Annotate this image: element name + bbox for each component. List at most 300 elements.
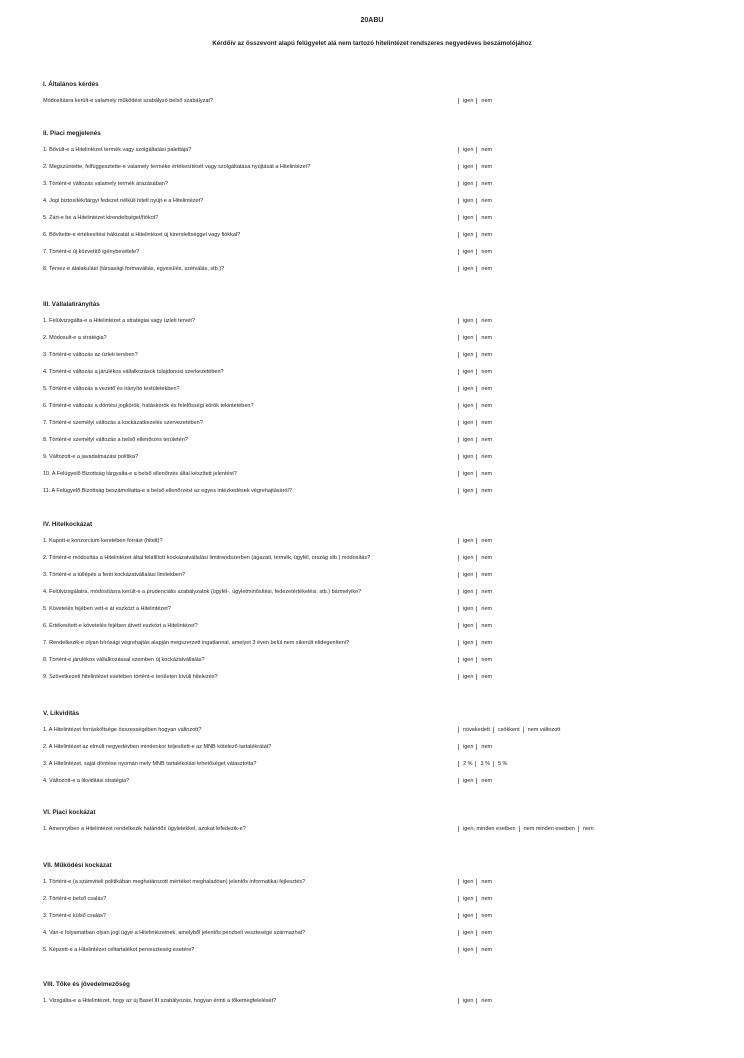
answer-options bbox=[455, 249, 492, 255]
answer-options bbox=[455, 420, 492, 426]
answer-option-label: nem minden esetben bbox=[523, 826, 575, 832]
answer-option-label: 5 % bbox=[497, 761, 508, 767]
answer-option[interactable] bbox=[455, 266, 473, 272]
question-text: 2. A Hitelintézet az elmúlt negyedévben mindenkor teljesített-e az MNB kötelező tartalékrátát? bbox=[43, 744, 272, 750]
option-separator bbox=[458, 266, 459, 272]
option-separator bbox=[458, 826, 459, 832]
answer-options bbox=[455, 147, 492, 153]
option-separator bbox=[476, 335, 477, 341]
answer-option[interactable] bbox=[520, 727, 561, 733]
question-text: 6. Történt-e változás a döntési jogkörök, hatáskörök és felelősségi körök tekintetében? bbox=[43, 403, 254, 409]
answer-options bbox=[455, 318, 492, 324]
answer-option[interactable] bbox=[455, 826, 516, 832]
option-separator bbox=[458, 352, 459, 358]
answer-options bbox=[455, 727, 560, 733]
answer-options bbox=[455, 403, 492, 409]
answer-options bbox=[455, 998, 492, 1004]
answer-options bbox=[455, 335, 492, 341]
option-separator bbox=[476, 266, 477, 272]
question-text: 4. Történt-e változás a járulékos vállalkozások tulajdonosi szerkezetében? bbox=[43, 369, 224, 375]
section-title: VII. Működési kockázat bbox=[43, 862, 112, 869]
option-separator bbox=[458, 98, 459, 104]
question-text: 9. Szövetkezeti hitelintézet esetében történt-e területen kívüli hitelezés? bbox=[43, 674, 218, 680]
answer-option[interactable] bbox=[455, 606, 473, 612]
option-separator bbox=[458, 369, 459, 375]
option-separator bbox=[458, 403, 459, 409]
answer-option[interactable] bbox=[455, 896, 473, 902]
answer-option[interactable] bbox=[455, 147, 473, 153]
answer-option[interactable] bbox=[473, 198, 492, 204]
option-separator bbox=[458, 471, 459, 477]
answer-option[interactable] bbox=[455, 215, 473, 221]
question-text: 5. Követelés fejében vett-e át eszközt a Hitelintézet? bbox=[43, 606, 171, 612]
answer-option-label: nem bbox=[481, 266, 493, 272]
answer-option-label: nem bbox=[481, 947, 493, 953]
option-separator bbox=[458, 930, 459, 936]
question-text: 8. Történt-e járulékos vállalkozással szemben új kockázatvállalás? bbox=[43, 657, 205, 663]
question-text: 3. Történt-e változás valamely termék árazásában? bbox=[43, 181, 168, 187]
answer-option[interactable] bbox=[473, 454, 492, 460]
answer-option-label: nem bbox=[481, 623, 493, 629]
question-text: 2. Módosult-e a stratégia? bbox=[43, 335, 107, 341]
option-separator bbox=[476, 555, 477, 561]
option-separator bbox=[476, 896, 477, 902]
option-separator bbox=[458, 572, 459, 578]
answer-option[interactable] bbox=[455, 249, 473, 255]
answer-option[interactable] bbox=[455, 403, 473, 409]
answer-option[interactable] bbox=[455, 437, 473, 443]
section-title: VI. Piaci kockázat bbox=[43, 809, 96, 816]
option-separator bbox=[476, 623, 477, 629]
answer-option[interactable] bbox=[575, 826, 594, 832]
answer-option-label: igen bbox=[463, 215, 474, 221]
answer-option[interactable] bbox=[473, 335, 492, 341]
answer-options bbox=[455, 744, 492, 750]
answer-options bbox=[455, 369, 492, 375]
option-separator bbox=[458, 164, 459, 170]
answer-options bbox=[455, 826, 594, 832]
option-separator bbox=[458, 420, 459, 426]
option-separator bbox=[476, 215, 477, 221]
answer-option[interactable] bbox=[473, 778, 492, 784]
option-separator bbox=[458, 181, 459, 187]
answer-option[interactable] bbox=[455, 913, 473, 919]
answer-option-label: igen bbox=[463, 454, 474, 460]
answer-option[interactable] bbox=[455, 674, 473, 680]
answer-option[interactable] bbox=[472, 761, 489, 767]
answer-option[interactable] bbox=[455, 232, 473, 238]
question-text: 5. Történt-e változás a vezető és irányító testületekben? bbox=[43, 386, 180, 392]
answer-option-label: 3 % bbox=[480, 761, 490, 767]
question-text: 3. Történt-e külső csalás? bbox=[43, 913, 106, 919]
option-separator bbox=[476, 572, 477, 578]
answer-option-label: nem bbox=[481, 164, 493, 170]
answer-option-label: igen bbox=[463, 555, 474, 561]
answer-options bbox=[455, 606, 492, 612]
option-separator bbox=[476, 232, 477, 238]
answer-option-label: nem bbox=[481, 198, 493, 204]
option-separator bbox=[476, 369, 477, 375]
answer-option[interactable] bbox=[455, 930, 473, 936]
question-text: 7. Történt-e személyi változás a kockázatkezelés szervezetében? bbox=[43, 420, 203, 426]
answer-option[interactable] bbox=[473, 572, 492, 578]
answer-option-label: nem bbox=[481, 318, 493, 324]
answer-option[interactable] bbox=[473, 215, 492, 221]
answer-options bbox=[455, 471, 492, 477]
question-text: 6. Értékesített-e követelés fejében átvett eszközt a Hitelintézet? bbox=[43, 623, 198, 629]
section-title: II. Piaci megjelenés bbox=[43, 130, 101, 137]
answer-option[interactable] bbox=[473, 98, 492, 104]
answer-option[interactable] bbox=[473, 623, 492, 629]
option-separator bbox=[476, 947, 477, 953]
answer-option-label: növekedett bbox=[463, 727, 490, 733]
answer-option[interactable] bbox=[473, 471, 492, 477]
answer-option-label: nem bbox=[481, 744, 493, 750]
answer-option-label: igen bbox=[463, 352, 474, 358]
answer-option[interactable] bbox=[473, 913, 492, 919]
question-text: 1. Felülvizsgálta-e a Hitelintézet a stratégiai vagy üzleti tervét? bbox=[43, 318, 195, 324]
answer-option[interactable] bbox=[473, 437, 492, 443]
answer-option-label: nem bbox=[481, 147, 493, 153]
option-separator bbox=[493, 727, 494, 733]
option-separator bbox=[476, 181, 477, 187]
answer-option-label: igen bbox=[463, 488, 474, 494]
option-separator bbox=[476, 589, 477, 595]
answer-options bbox=[455, 98, 492, 104]
answer-option[interactable] bbox=[455, 623, 473, 629]
answer-option-label: igen bbox=[463, 98, 474, 104]
answer-options bbox=[455, 896, 492, 902]
answer-option[interactable] bbox=[455, 98, 473, 104]
answer-option-label: igen bbox=[463, 198, 474, 204]
answer-options bbox=[455, 947, 492, 953]
option-separator bbox=[458, 998, 459, 1004]
option-separator bbox=[476, 471, 477, 477]
answer-options bbox=[455, 198, 492, 204]
answer-option-label: igen bbox=[463, 420, 474, 426]
answer-options bbox=[455, 674, 492, 680]
option-separator bbox=[476, 674, 477, 680]
answer-option[interactable] bbox=[473, 420, 492, 426]
answer-option[interactable] bbox=[473, 147, 492, 153]
option-separator bbox=[476, 538, 477, 544]
option-separator bbox=[476, 147, 477, 153]
answer-option[interactable] bbox=[455, 589, 473, 595]
option-separator bbox=[476, 386, 477, 392]
question-text: 1. A Hitelintézet forrásköltsége összességében hogyan változott? bbox=[43, 727, 202, 733]
option-separator bbox=[458, 232, 459, 238]
answer-option-label: igen bbox=[463, 386, 474, 392]
answer-option[interactable] bbox=[455, 640, 473, 646]
answer-options bbox=[455, 215, 492, 221]
answer-option[interactable] bbox=[516, 826, 575, 832]
section-title: VIII. Tőke és jövedelmezőség bbox=[43, 981, 130, 988]
answer-option[interactable] bbox=[455, 879, 473, 885]
answer-options bbox=[455, 879, 492, 885]
answer-option-label: nem bbox=[582, 826, 594, 832]
question-text: 3. A Hitelintézet, saját döntése nyomán mely MNB tartalékolási lehetőséget választotta? bbox=[43, 761, 257, 767]
option-separator bbox=[475, 761, 476, 767]
question-text: 3. Történt-e változás az üzleti tervben? bbox=[43, 352, 138, 358]
answer-options bbox=[455, 538, 492, 544]
answer-option[interactable] bbox=[455, 420, 473, 426]
answer-options bbox=[455, 266, 492, 272]
answer-option-label: nem bbox=[481, 386, 493, 392]
option-separator bbox=[458, 761, 459, 767]
answer-option[interactable] bbox=[473, 386, 492, 392]
answer-option[interactable] bbox=[455, 164, 473, 170]
option-separator bbox=[458, 896, 459, 902]
answer-option[interactable] bbox=[473, 606, 492, 612]
answer-options bbox=[455, 386, 492, 392]
answer-option-label: igen bbox=[463, 147, 474, 153]
question-text: 1. Kapott-e konzorcium keretében forrást (hitelt)? bbox=[43, 538, 163, 544]
option-separator bbox=[476, 403, 477, 409]
option-separator bbox=[476, 930, 477, 936]
option-separator bbox=[476, 640, 477, 646]
option-separator bbox=[458, 913, 459, 919]
answer-option-label: igen bbox=[463, 778, 474, 784]
answer-option[interactable] bbox=[455, 778, 473, 784]
answer-option-label: igen bbox=[463, 589, 474, 595]
option-separator bbox=[476, 420, 477, 426]
question-text: 7. Történt-e új közvetítő igénybevétele? bbox=[43, 249, 140, 255]
answer-option[interactable] bbox=[473, 488, 492, 494]
answer-option-label: nem bbox=[481, 420, 493, 426]
answer-option-label: igen bbox=[463, 471, 474, 477]
answer-options bbox=[455, 572, 492, 578]
question-text: 2. Megszüntette, felfüggesztette-e valamely terméke értékesítését vagy szolgáltatása nyújtását a Hitelintézet? bbox=[43, 164, 311, 170]
answer-options bbox=[455, 352, 492, 358]
question-text: 10. A Felügyelő Bizottság tárgyalta-e a belső ellenőrzés által készített jelentést? bbox=[43, 471, 237, 477]
section-title: V. Likviditás bbox=[43, 710, 80, 717]
option-separator bbox=[458, 215, 459, 221]
option-separator bbox=[476, 352, 477, 358]
question-text: 1. Amennyiben a Hitelintézet rendelkezik határidős ügyletekkel, azokat lefedezik-e? bbox=[43, 826, 246, 832]
answer-options bbox=[455, 930, 492, 936]
question-text: 1. Bővült-e a Hitelintézet termék vagy szolgáltatási palettája? bbox=[43, 147, 192, 153]
question-text: 2. Történt-e módosítás a Hitelintézet által felállított kockázatvállalási limitrendszerben (ágazati, termék, ügyfél, ország stb.) módosítás? bbox=[43, 555, 371, 561]
option-separator bbox=[458, 744, 459, 750]
option-separator bbox=[458, 555, 459, 561]
option-separator bbox=[458, 198, 459, 204]
answer-option[interactable] bbox=[473, 998, 492, 1004]
question-text: 4. Jogi biztosíték/tárgyi fedezet nélküli hitelt nyújt-e a Hitelintézet? bbox=[43, 198, 204, 204]
option-separator bbox=[476, 249, 477, 255]
option-separator bbox=[476, 437, 477, 443]
section-title: III. Vállalatirányítás bbox=[43, 301, 100, 308]
answer-option[interactable] bbox=[473, 744, 492, 750]
answer-option-label: nem bbox=[481, 335, 493, 341]
section-title: IV. Hitelkockázat bbox=[43, 521, 93, 528]
answer-option[interactable] bbox=[455, 998, 473, 1004]
answer-option-label: nem bbox=[481, 778, 493, 784]
answer-option[interactable] bbox=[455, 386, 473, 392]
answer-option[interactable] bbox=[455, 454, 473, 460]
question-text: 1. Történt-e (a számviteli politikában meghatározott mértéket meghaladóan) jelentős informatikai fejlesztés? bbox=[43, 879, 306, 885]
answer-option-label: nem bbox=[481, 369, 493, 375]
answer-option[interactable] bbox=[473, 538, 492, 544]
answer-options bbox=[455, 555, 492, 561]
option-separator bbox=[476, 98, 477, 104]
answer-option-label: igen bbox=[463, 640, 474, 646]
answer-option-label: igen bbox=[463, 249, 474, 255]
answer-option[interactable] bbox=[455, 181, 473, 187]
answer-option[interactable] bbox=[455, 471, 473, 477]
answer-option-label: igen, minden esetben bbox=[463, 826, 516, 832]
answer-option[interactable] bbox=[455, 947, 473, 953]
question-text: Módosításra került-e valamely működést szabályzó belső szabályzat? bbox=[43, 98, 213, 104]
answer-option[interactable] bbox=[455, 761, 472, 767]
option-separator bbox=[458, 147, 459, 153]
option-separator bbox=[578, 826, 579, 832]
answer-option[interactable] bbox=[473, 640, 492, 646]
answer-option[interactable] bbox=[490, 727, 520, 733]
option-separator bbox=[458, 488, 459, 494]
answer-option-label: nem bbox=[481, 640, 493, 646]
option-separator bbox=[458, 947, 459, 953]
answer-option-label: nem bbox=[481, 454, 493, 460]
answer-option[interactable] bbox=[473, 657, 492, 663]
option-separator bbox=[476, 778, 477, 784]
answer-option[interactable] bbox=[473, 555, 492, 561]
question-text: 2. Történt-e belső csalás? bbox=[43, 896, 107, 902]
answer-option-label: igen bbox=[463, 437, 474, 443]
answer-option[interactable] bbox=[473, 318, 492, 324]
answer-option[interactable] bbox=[455, 572, 473, 578]
answer-option-label: nem bbox=[481, 98, 493, 104]
option-separator bbox=[476, 744, 477, 750]
question-text: 11. A Felügyelő Bizottság beszámoltatta-e a belső ellenőrzést az egyes intézkedések végrehajtásáról? bbox=[43, 488, 292, 494]
answer-option[interactable] bbox=[473, 896, 492, 902]
answer-option[interactable] bbox=[473, 947, 492, 953]
answer-options bbox=[455, 232, 492, 238]
answer-option[interactable] bbox=[473, 249, 492, 255]
answer-option[interactable] bbox=[473, 403, 492, 409]
answer-option[interactable] bbox=[473, 266, 492, 272]
answer-option[interactable] bbox=[473, 369, 492, 375]
answer-option[interactable] bbox=[455, 369, 473, 375]
answer-option-label: nem bbox=[481, 215, 493, 221]
answer-option-label: igen bbox=[463, 403, 474, 409]
option-separator bbox=[458, 249, 459, 255]
answer-option[interactable] bbox=[473, 164, 492, 170]
answer-option[interactable] bbox=[473, 674, 492, 680]
answer-option[interactable] bbox=[455, 335, 473, 341]
question-text: 8. Tervez-e átalakulást (társasági formaváltás, egyesülés, szétválás, stb.)? bbox=[43, 266, 225, 272]
answer-options bbox=[455, 913, 492, 919]
option-separator bbox=[458, 606, 459, 612]
answer-option-label: nem bbox=[481, 572, 493, 578]
form-subtitle: Kérdőív az összevont alapú felügyelet alá nem tartozó hitelintézet rendszeres negyedéves beszámolójához bbox=[212, 40, 532, 47]
answer-option-label: nem bbox=[481, 589, 493, 595]
answer-option-label: igen bbox=[463, 606, 474, 612]
answer-options bbox=[455, 657, 492, 663]
option-separator bbox=[458, 727, 459, 733]
option-separator bbox=[458, 589, 459, 595]
question-text: 4. Van-e folyamatban olyan jogi ügye a Hitelintézetnek, amelyből jelentős pénzbeli vesztesége származhat? bbox=[43, 930, 306, 936]
option-separator bbox=[519, 826, 520, 832]
answer-options bbox=[455, 589, 492, 595]
answer-option[interactable] bbox=[455, 538, 473, 544]
question-text: 4. Változott-e a likviditási stratégia? bbox=[43, 778, 130, 784]
form-code: 20ABU bbox=[360, 17, 384, 24]
answer-option-label: nem bbox=[481, 555, 493, 561]
option-separator bbox=[523, 727, 524, 733]
answer-option[interactable] bbox=[455, 198, 473, 204]
answer-option[interactable] bbox=[473, 589, 492, 595]
answer-options bbox=[455, 640, 492, 646]
option-separator bbox=[458, 640, 459, 646]
answer-option-label: nem bbox=[481, 674, 493, 680]
option-separator bbox=[458, 623, 459, 629]
answer-option[interactable] bbox=[473, 181, 492, 187]
answer-option[interactable] bbox=[455, 488, 473, 494]
question-text: 7. Rendelkezik-e olyan bírósági végrehajtás alapján megszerzett ingatlannal, amelyet 3 éven belül nem sikerült elidegeníteni? bbox=[43, 640, 350, 646]
answer-option[interactable] bbox=[473, 930, 492, 936]
answer-option-label: igen bbox=[463, 896, 474, 902]
answer-option-label: 2 % bbox=[463, 761, 473, 767]
option-separator bbox=[476, 998, 477, 1004]
answer-option[interactable] bbox=[455, 555, 473, 561]
question-text: 4. Felülvizsgálatra, módosításra került-e a prudenciális szabályzatok (ügyfél-, ügyletminősítési, fedezetértékelési, stb.) bármelyike? bbox=[43, 589, 362, 595]
answer-options bbox=[455, 761, 507, 767]
answer-option-label: nem bbox=[481, 913, 493, 919]
option-separator bbox=[458, 386, 459, 392]
option-separator bbox=[458, 674, 459, 680]
question-text: 9. Változott-e a javadalmazási politika? bbox=[43, 454, 139, 460]
answer-option[interactable] bbox=[473, 879, 492, 885]
option-separator bbox=[476, 879, 477, 885]
answer-option[interactable] bbox=[455, 727, 490, 733]
option-separator bbox=[458, 437, 459, 443]
answer-option-label: igen bbox=[463, 930, 474, 936]
answer-options bbox=[455, 164, 492, 170]
answer-option[interactable] bbox=[455, 318, 473, 324]
answer-option-label: nem bbox=[481, 232, 493, 238]
question-text: 3. Történt-e a túllépés a fenti kockázatvállalási limitekben? bbox=[43, 572, 186, 578]
option-separator bbox=[458, 879, 459, 885]
answer-option-label: igen bbox=[463, 744, 474, 750]
answer-option-label: igen bbox=[463, 335, 474, 341]
option-separator bbox=[476, 913, 477, 919]
option-separator bbox=[458, 335, 459, 341]
section-title: I. Általános kérdés bbox=[43, 81, 99, 88]
option-separator bbox=[493, 761, 494, 767]
answer-option[interactable] bbox=[455, 352, 473, 358]
option-separator bbox=[458, 778, 459, 784]
question-text: 5. Zárt-e be a Hitelintézet kirendeltséget/fiókot? bbox=[43, 215, 159, 221]
answer-option-label: igen bbox=[463, 947, 474, 953]
question-text: 1. Vizsgálta-e a Hitelintézet, hogy az új Basel III szabályozás, hogyan érinti a tőkemegfelelését? bbox=[43, 998, 277, 1004]
answer-option-label: nem bbox=[481, 403, 493, 409]
answer-option[interactable] bbox=[455, 744, 473, 750]
option-separator bbox=[476, 606, 477, 612]
answer-option-label: nem bbox=[481, 930, 493, 936]
answer-option-label: nem bbox=[481, 181, 493, 187]
answer-option[interactable] bbox=[455, 657, 473, 663]
answer-options bbox=[455, 437, 492, 443]
option-separator bbox=[476, 198, 477, 204]
answer-option-label: igen bbox=[463, 657, 474, 663]
answer-option[interactable] bbox=[473, 232, 492, 238]
question-text: 6. Bővítette-e értékesítési hálózatát a Hitelintézet új kirendeltséggel vagy fiókkal? bbox=[43, 232, 241, 238]
answer-option[interactable] bbox=[490, 761, 507, 767]
answer-option-label: nem bbox=[481, 352, 493, 358]
answer-option[interactable] bbox=[473, 352, 492, 358]
option-separator bbox=[476, 488, 477, 494]
question-text: 5. Képzett-e a Hitelintézet céltartalékot perveszteség esetére? bbox=[43, 947, 195, 953]
